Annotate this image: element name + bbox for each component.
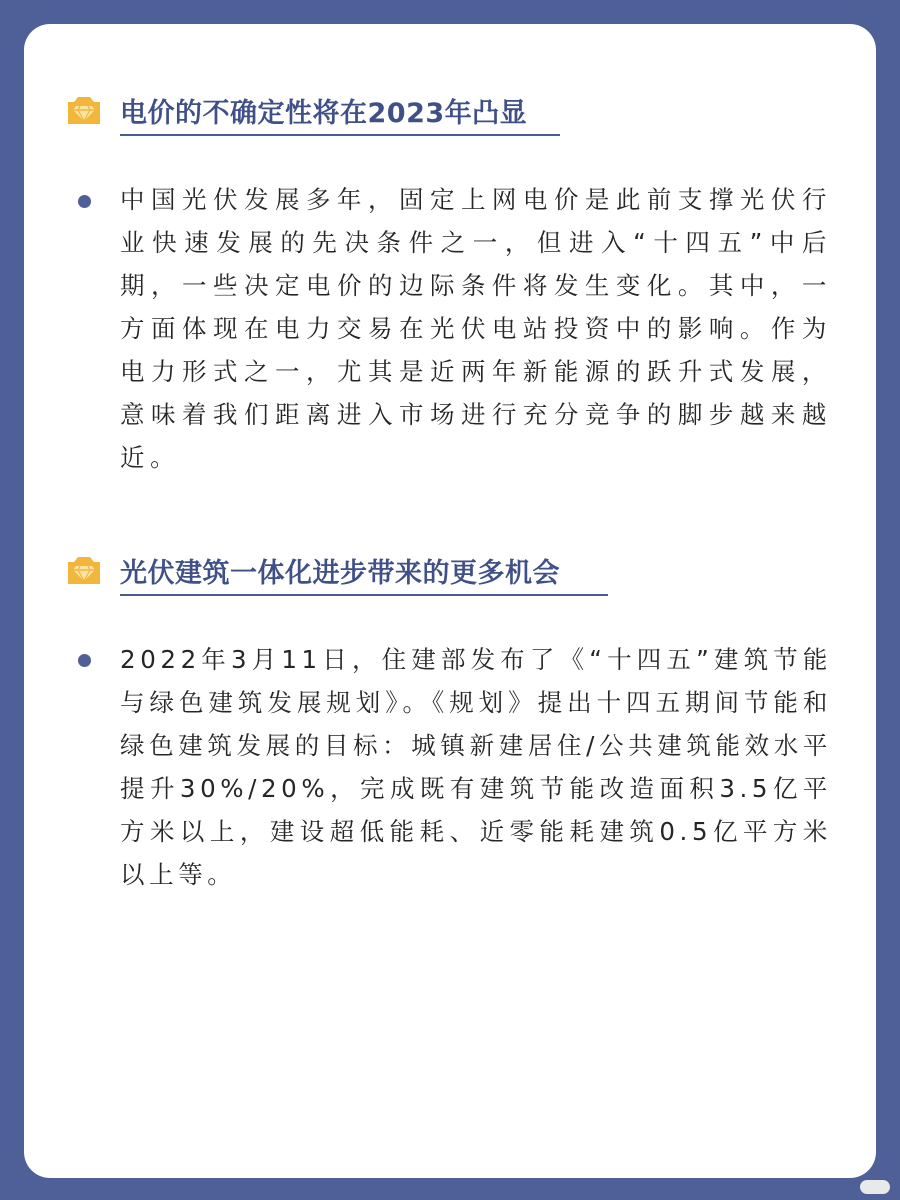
section-paragraph: 2022年3月11日，住建部发布了《“十四五”建筑节能与绿色建筑发展规划》。《规划》提出十四五期间节能和绿色建筑发展的目标：城镇新建居住/公共建筑能效水平提升30%/20%，完成既有建筑节能改造面积3.5亿平方米以上，建设超低能耗、近零能耗建筑0.5亿平方米以上等。 [120,645,832,889]
section-heading-text: 电价的不确定性将在2023年凸显 [120,97,528,129]
diamond-badge-icon [66,554,102,586]
bullet-dot [78,654,91,667]
bullet-dot [78,195,91,208]
section-heading [66,546,560,594]
heading-underline [120,134,560,136]
section-heading [66,86,527,134]
watermark-badge [860,1180,890,1194]
diamond-badge-icon [66,94,102,126]
heading-underline [120,594,608,596]
content-card [24,24,876,1178]
section-heading-text: 光伏建筑一体化进步带来的更多机会 [120,557,560,589]
section-paragraph: 中国光伏发展多年，固定上网电价是此前支撑光伏行业快速发展的先决条件之一，但进入“十四五”中后期，一些决定电价的边际条件将发生变化。其中，一方面体现在电力交易在光伏电站投资中的影响。作为电力形式之一，尤其是近两年新能源的跃升式发展，意味着我们距离进入市场进行充分竞争的脚步越来越近。 [120,185,832,472]
